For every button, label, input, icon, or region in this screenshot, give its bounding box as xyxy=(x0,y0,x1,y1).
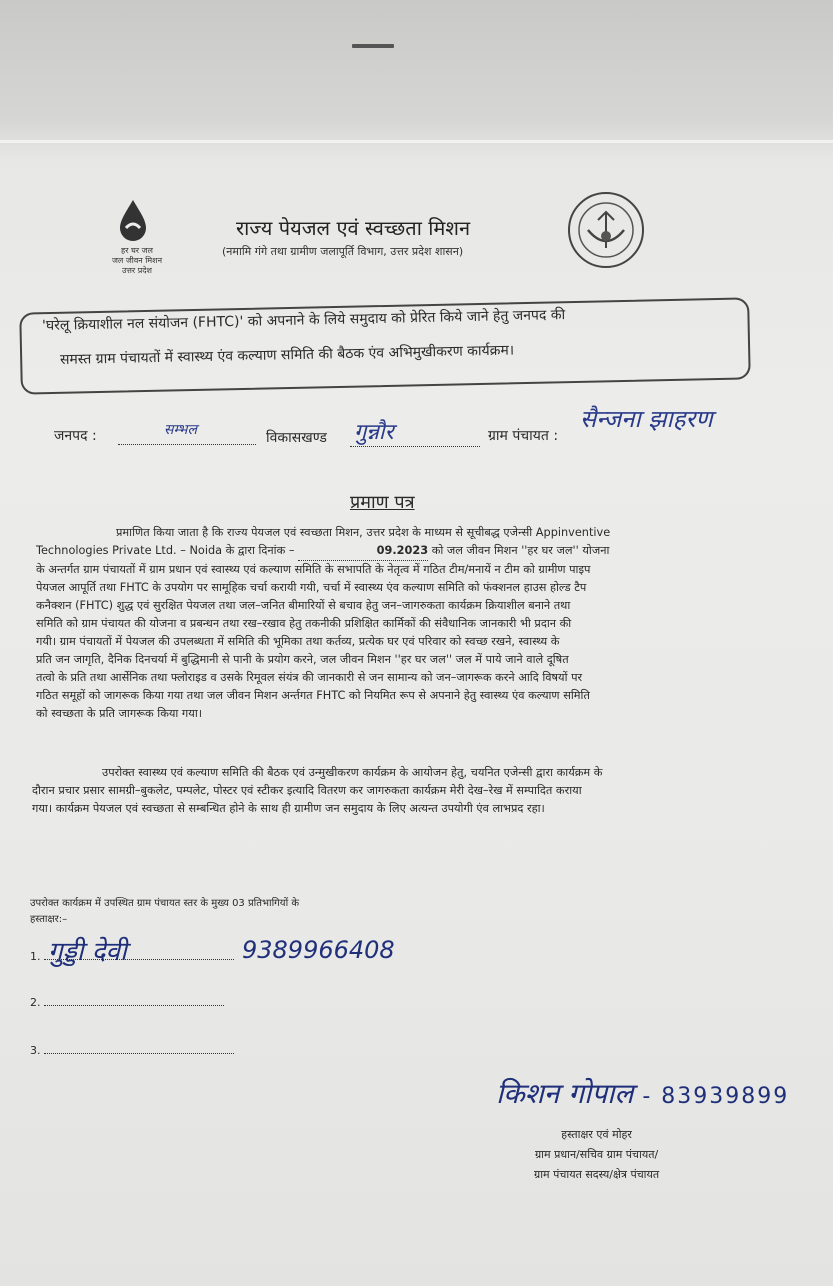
up-government-seal-icon xyxy=(566,190,646,270)
participant-number: 1. xyxy=(30,950,41,963)
har-ghar-jal-logo xyxy=(102,198,172,284)
logo-subtext: जल जीवन मिशन xyxy=(111,256,163,265)
district-label: जनपद : xyxy=(54,428,97,444)
para2-line: दौरान प्रचार प्रसार सामग्री–बुकलेट, पम्पलेट, पोस्टर एवं स्टीकर इत्यादि वितरण कर जागरुकता कार्यक्रम मेरी देख–रेख में सम्पादित कराया xyxy=(32,784,582,797)
participant-1-phone: 9389966408 xyxy=(242,936,395,964)
para1-line: तत्वो के प्रति तथा आर्सेनिक तथा फ्लोराइड व उसके रिमूवल संयंत्र की जानकारी से जन सामान्य को जन–जागरूक करने आदि विषयों पर xyxy=(36,671,583,684)
district-value: सम्भल xyxy=(164,422,197,438)
participants-intro-line: हस्ताक्षर:– xyxy=(30,914,68,925)
panchayat-label: ग्राम पंचायत : xyxy=(488,428,559,444)
official-name: किशन गोपाल xyxy=(496,1077,634,1110)
mission-subtitle: (नमामि गंगे तथा ग्रामीण जलापूर्ति विभाग, उत्तर प्रदेश शासन) xyxy=(222,245,464,258)
certificate-paragraph-2 xyxy=(32,764,602,818)
water-drop-icon xyxy=(116,198,150,242)
participants-intro-line: उपरोक्त कार्यक्रम में उपस्थित ग्राम पंचायत स्तर के मुख्य 03 प्रतिभागियों के xyxy=(30,898,300,909)
program-title-line2: समस्त ग्राम पंचायतों में स्वास्थ्य एंव कल्याण समिति की बैठक एंव अभिमुखीकरण कार्यक्रम। xyxy=(59,342,515,368)
para1-line: प्रमाणित किया जाता है कि राज्य पेयजल एवं स्वच्छता मिशन, उत्तर प्रदेश के माध्यम से सूचीबद्ध एजेन्सी Appinventive xyxy=(116,526,611,539)
participant-3 xyxy=(30,1044,234,1057)
staple-mark xyxy=(352,44,394,48)
participant-signature-line xyxy=(44,1005,224,1006)
para1-line: कनैक्शन (FHTC) शुद्ध एवं सुरक्षित पेयजल तथा जल–जनित बीमारियों से बचाव हेतु जन–जागरुकता कार्यक्रम क्रियाशील बनाने तथा xyxy=(36,599,571,612)
para1-line: प्रति जन जागृति, दैनिक दिनचर्या में बुद्धिमानी से पानी के प्रयोग करने, जल जीवन मिशन ''हर घर जल'' जल में पाये जाने वाले दूषित xyxy=(36,653,569,666)
para1-line: पेयजल आपूर्ति तथा FHTC के उपयोग पर सामूहिक चर्चा करायी गयी, चर्चा में स्वास्थ्य एंव कल्याण समिति को फंक्शनल हाउस होल्ड टैप xyxy=(36,581,587,594)
signature-footer-line: ग्राम प्रधान/सचिव ग्राम पंचायत/ xyxy=(534,1148,659,1161)
official-signature xyxy=(496,1074,789,1112)
block-value: गुन्नौर xyxy=(354,420,394,445)
panchayat-value: सैन्जना झाहरण xyxy=(580,405,713,433)
para1-line: को स्वच्छता के प्रति जागरूक किया गया। xyxy=(36,707,203,720)
para1-line: के अन्तर्गत ग्राम पंचायतों में ग्राम प्रधान एवं स्वास्थ्य एवं कल्याण समिति के सभापति के नेतृत्व में गठित टीम/मनायें न टीम को ग्रामीण पाइप xyxy=(36,563,591,576)
participant-number: 3. xyxy=(30,1044,41,1057)
program-date: 09.2023 xyxy=(298,542,428,561)
para1-line xyxy=(36,542,610,561)
para1-text: Technologies Private Ltd. – Noida के द्वारा दिनांक – xyxy=(36,544,295,557)
participants-intro xyxy=(30,896,299,928)
participant-1-signature: गुड्डी देवी xyxy=(48,937,127,967)
mission-title: राज्य पेयजल एवं स्वच्छता मिशन xyxy=(236,216,471,240)
para1-text: को जल जीवन मिशन ''हर घर जल'' योजना xyxy=(431,544,610,557)
para2-line: गया। कार्यक्रम पेयजल एवं स्वच्छता से सम्बन्धित होने के साथ ही ग्रामीण जन समुदाय के लिए अत्यन्त उपयोगी एंव लाभप्रद रहा। xyxy=(32,802,545,815)
participant-number: 2. xyxy=(30,996,41,1009)
participant-signature-line xyxy=(44,1053,234,1054)
para1-line: समिति को ग्राम पंचायत की योजना व प्रबन्धन तथा रख–रखाव हेतु तकनीकी प्रशिक्षित कार्मिकों की संवैधानिक जानकारी भी प्रदान की xyxy=(36,617,572,630)
block-label: विकासखण्ड xyxy=(266,430,327,446)
para1-line: गठित समूहों को जागरूक किया गया तथा जल जीवन मिशन अर्न्तगत FHTC को नियमित रूप से अपनाने हेतु स्वास्थ्य एंव कल्याण समिति xyxy=(36,689,590,702)
signature-footer-line: ग्राम पंचायत सदस्य/क्षेत्र पंचायत xyxy=(534,1168,660,1181)
signature-footer xyxy=(534,1125,659,1185)
logo-text: हर घर जल xyxy=(121,246,153,255)
logo-subtext-state: उत्तर प्रदेश xyxy=(122,266,152,275)
official-phone: - 83939899 xyxy=(642,1084,790,1109)
certificate-paragraph-1 xyxy=(36,524,610,723)
para1-line: गयी। ग्राम पंचायतों में पेयजल की उपलब्धता में समिति की भूमिका तथा कर्तव्य, प्रत्येक घर एवं परिवार को स्वच्छ रखने, स्वास्थ्य के xyxy=(36,635,560,648)
signature-footer-line: हस्ताक्षर एवं मोहर xyxy=(561,1128,632,1141)
paper-fold xyxy=(0,140,833,143)
para2-line: उपरोक्त स्वास्थ्य एवं कल्याण समिति की बैठक एवं उन्मुखीकरण कार्यक्रम के आयोजन हेतु, चयनित एजेन्सी द्वारा कार्यक्रम के xyxy=(102,766,603,779)
location-fields xyxy=(54,405,814,454)
program-title-line1: 'घरेलू क्रियाशील नल संयोजन (FHTC)' को अपनाने के लिये समुदाय को प्रेरित किये जाने हेतु जनपद की xyxy=(41,307,566,334)
participant-2 xyxy=(30,996,224,1009)
certificate-title: प्रमाण पत्र xyxy=(350,492,415,513)
